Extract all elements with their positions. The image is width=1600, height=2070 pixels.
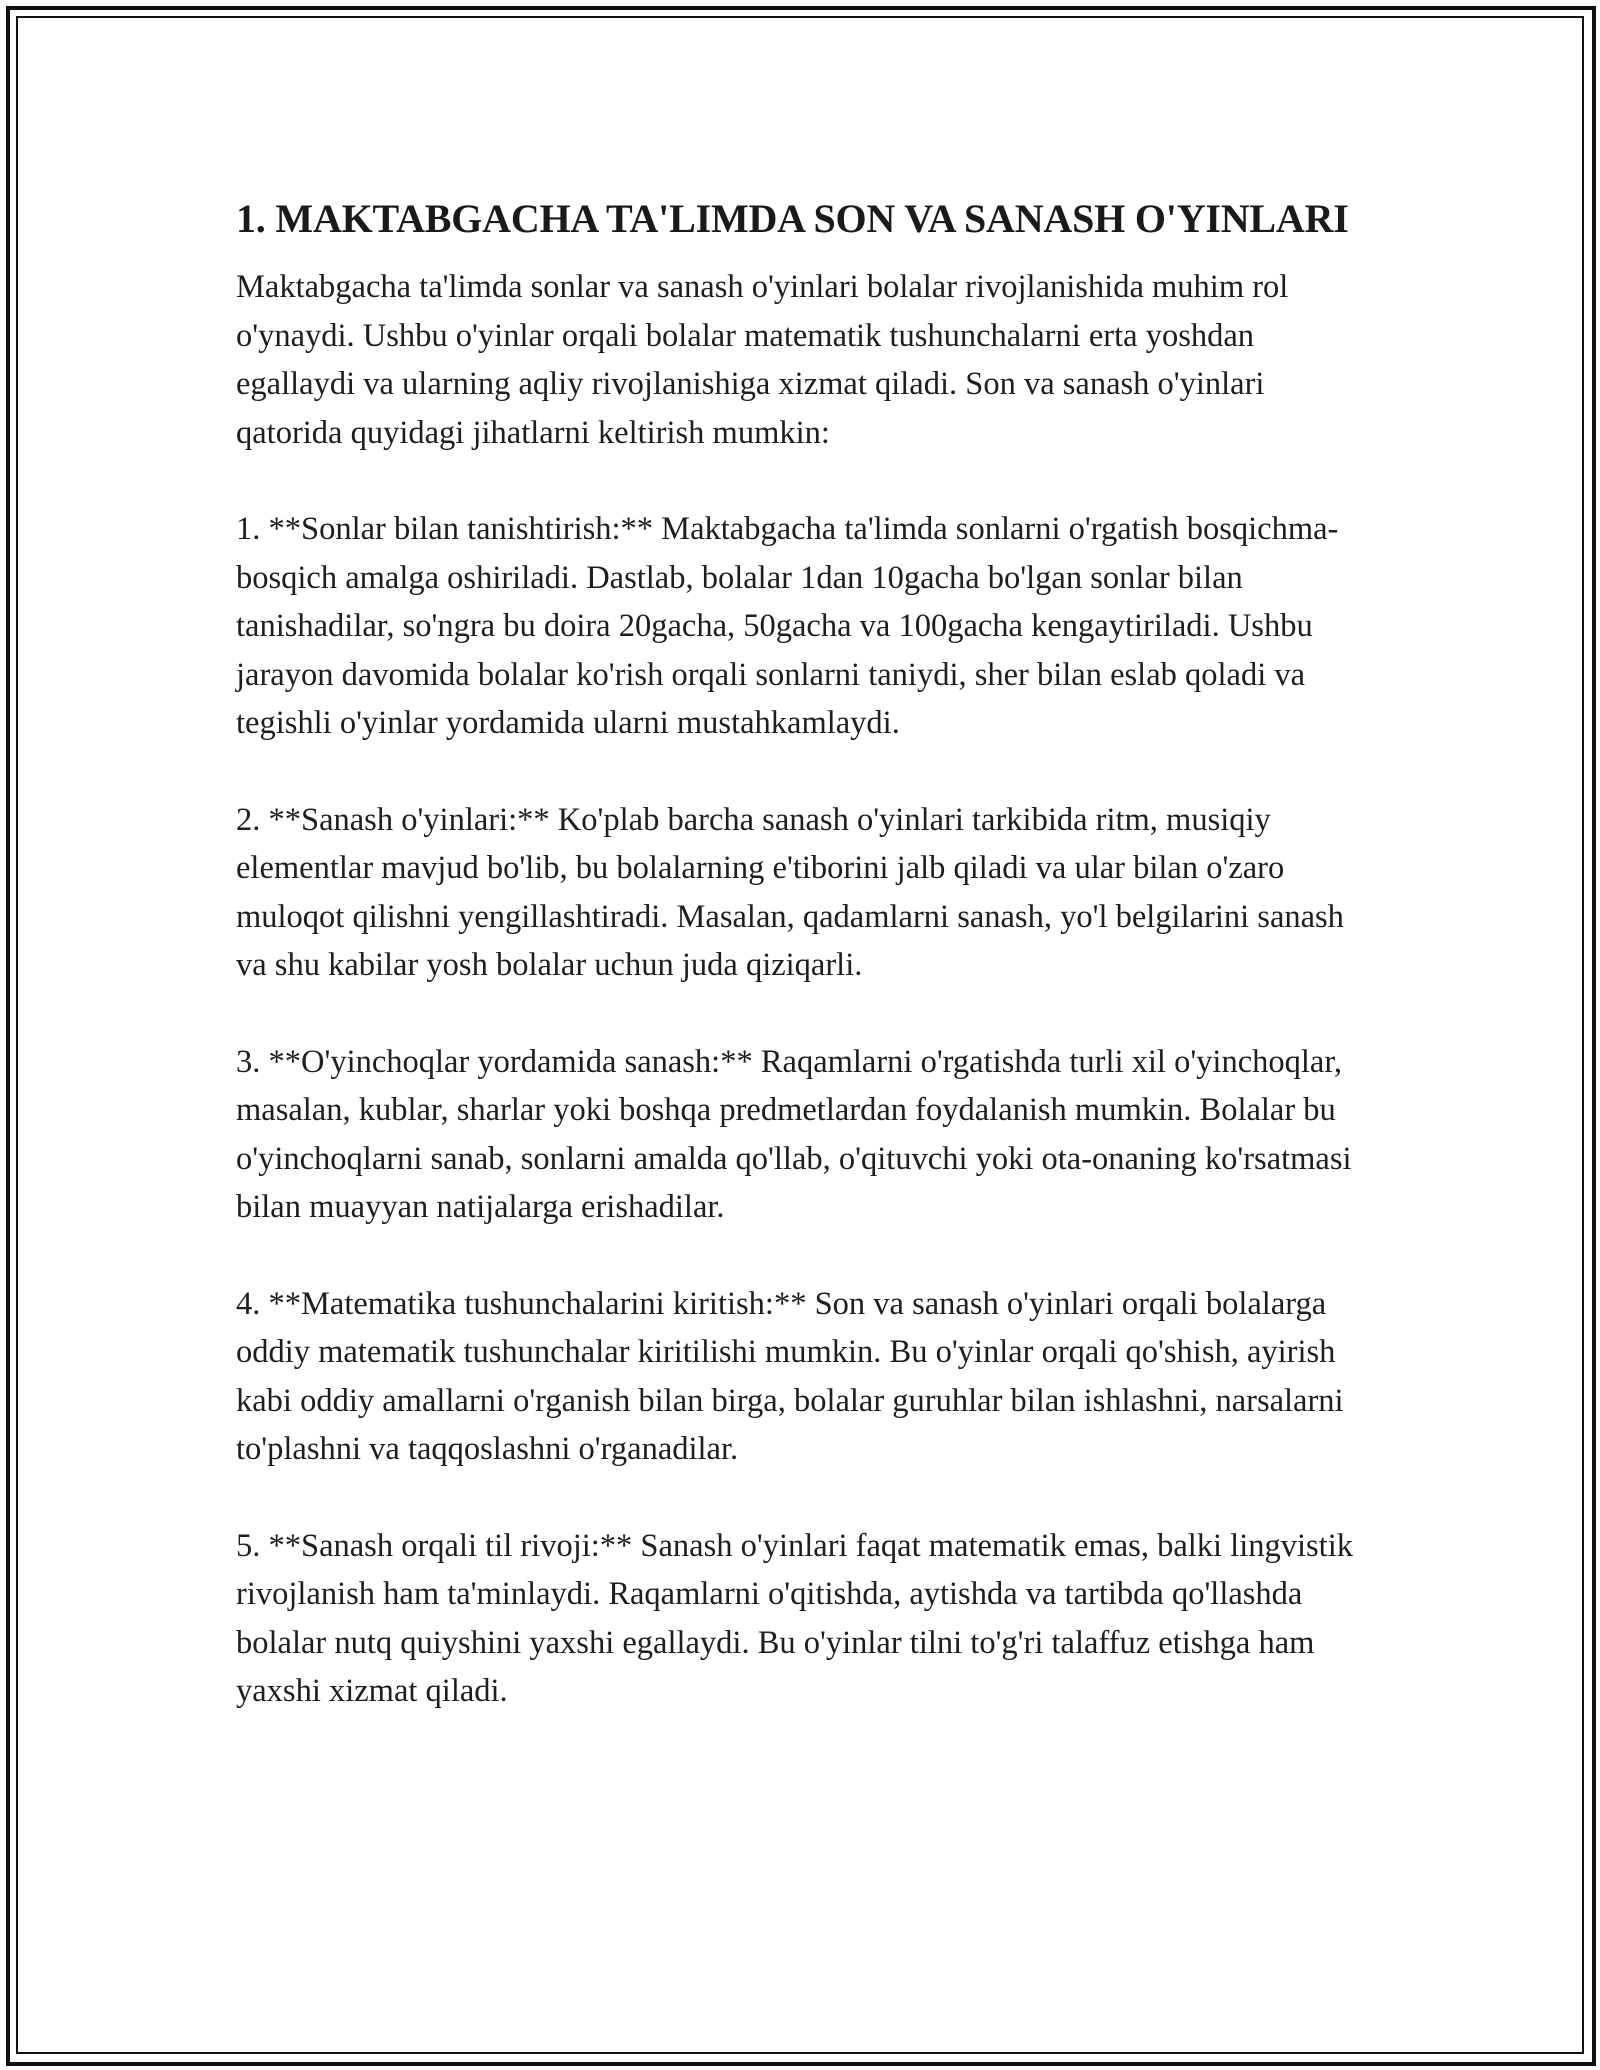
intro-paragraph: Maktabgacha ta'limda sonlar va sanash o'yinlari bolalar rivojlanishida muhim rol o'ynaydi. Ushbu o'yinlar orqali bolalar matematik tushunchalarni erta yoshdan egallaydi va ularning aqliy rivojlanishiga xizmat qiladi. Son va sanash o'yinlari qatorida quyidagi jihatlarni keltirish mumkin: [236, 269, 1289, 451]
list-item-1: 1. **Sonlar bilan tanishtirish:** Maktabgacha ta'limda sonlarni o'rgatish bosqichma-bosqich amalga oshiriladi. Dastlab, bolalar 1dan 10gacha bo'lgan sonlar bilan tanishadilar, so'ngra bu doira 20gacha, 50gacha va 100gacha kengaytiriladi. Ushbu jarayon davomida bolalar ko'rish orqali sonlarni taniydi, sher bilan eslab qoladi va tegishli o'yinlar yordamida ularni mustahkamlaydi. [236, 511, 1339, 741]
document-title: 1. MAKTABGACHA TA'LIMDA SON VA SANASH O'YINLARI [236, 196, 1349, 241]
list-item-5: 5. **Sanash orqali til rivoji:** Sanash o'yinlari faqat matematik emas, balki lingvistik rivojlanish ham ta'minlaydi. Raqamlarni o'qitishda, aytishda va tartibda qo'llashda bolalar nutq quiyshini yaxshi egallaydi. Bu o'yinlar tilni to'g'ri talaffuz etishga ham yaxshi xizmat qiladi. [236, 1527, 1353, 1709]
list-item-2: 2. **Sanash o'yinlari:** Ko'plab barcha sanash o'yinlari tarkibida ritm, musiqiy elementlar mavjud bo'lib, bu bolalarning e'tiborini jalb qiladi va ular bilan o'zaro muloqot qilishni yengillashtiradi. Masalan, qadamlarni sanash, yo'l belgilarini sanash va shu kabilar yosh bolalar uchun juda qiziqarli. [236, 801, 1344, 983]
list-item-4: 4. **Matematika tushunchalarini kiritish:** Son va sanash o'yinlari orqali bolalarga oddiy matematik tushunchalar kiritilishi mumkin. Bu o'yinlar orqali qo'shish, ayirish kabi oddiy amallarni o'rganish bilan birga, bolalar guruhlar bilan ishlashni, narsalarni to'plashni va taqqoslashni o'rganadilar. [236, 1285, 1344, 1467]
list-item-3: 3. **O'yinchoqlar yordamida sanash:** Raqamlarni o'rgatishda turli xil o'yinchoqlar, masalan, kublar, sharlar yoki boshqa predmetlardan foydalanish mumkin. Bolalar bu o'yinchoqlarni sanab, sonlarni amalda qo'llab, o'qituvchi yoki ota-onaning ko'rsatmasi bilan muayyan natijalarga erishadilar. [236, 1043, 1352, 1225]
document-body [236, 190, 1376, 1716]
